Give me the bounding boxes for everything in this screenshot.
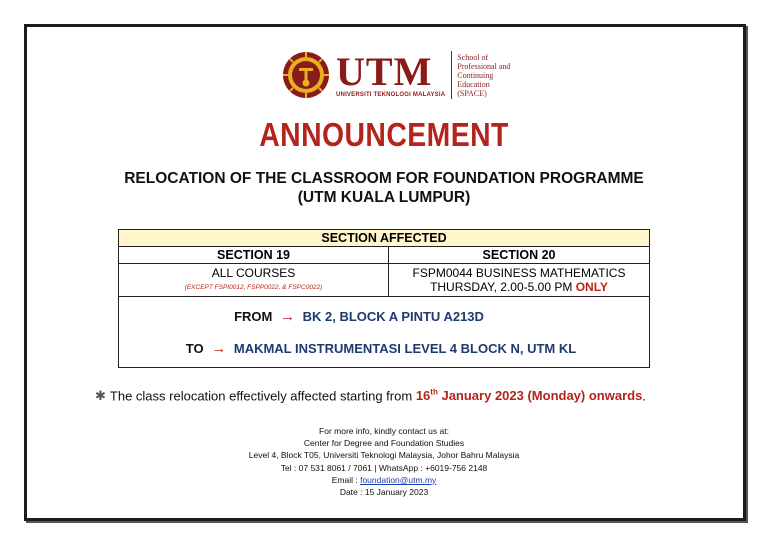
email-label: Email : — [331, 474, 358, 485]
to-location: MAKMAL INSTRUMENTASI LEVEL 4 BLOCK N, UTM KL — [233, 340, 577, 356]
contact-block — [0, 425, 768, 498]
to-label: TO — [185, 340, 204, 356]
section-row — [119, 247, 650, 264]
school-line: School of — [457, 52, 489, 62]
notice-date — [416, 388, 643, 403]
contact-center: Center for Degree and Foundation Studies — [303, 438, 465, 449]
section-19-cell: SECTION 19 — [119, 247, 389, 264]
title-line-1: RELOCATION OF THE CLASSROOM FOR FOUNDATION PROGRAMME — [124, 170, 644, 187]
title-line-2: (UTM KUALA LUMPUR) — [297, 189, 471, 206]
table-header-row — [119, 230, 650, 247]
notice-text: The class relocation effectively affected starting from — [109, 388, 413, 404]
course-time: THURSDAY, 2.00-5.00 PM — [430, 280, 573, 294]
school-line: Continuing — [457, 70, 494, 80]
except-codes: FSPI0012, FSPP0022, & FSPC0022 — [214, 283, 321, 291]
notice-day: 16 — [415, 388, 431, 404]
email-link[interactable]: foundation@utm.my — [360, 474, 437, 485]
school-line: Professional and — [457, 61, 511, 71]
except-note: (EXCEPT FSPI0012, FSPP0022, & FSPC0022) — [184, 283, 323, 291]
section-19-courses — [119, 264, 389, 297]
relocation-table — [118, 229, 650, 368]
from-location: BK 2, BLOCK A PINTU A213D — [302, 308, 484, 324]
except-label: EXCEPT — [186, 283, 213, 291]
space-school-name — [457, 53, 510, 98]
contact-date: Date : 15 January 2023 — [339, 487, 429, 498]
effective-date-notice — [95, 388, 715, 404]
school-line: (SPACE) — [457, 88, 487, 98]
utm-seal-icon — [282, 51, 330, 99]
section-affected-header: SECTION AFFECTED — [119, 230, 650, 247]
courses-row — [119, 264, 650, 297]
utm-logo — [282, 48, 510, 102]
right-arrow-icon: → — [279, 307, 295, 325]
section-20-courses — [389, 264, 650, 297]
announcement-heading: ANNOUNCEMENT — [259, 116, 509, 153]
notice-date-rest: January 2023 (Monday) onwards — [441, 388, 643, 404]
utm-subtext: UNIVERSITI TEKNOLOGI MALAYSIA — [336, 91, 446, 98]
from-label: FROM — [234, 308, 273, 324]
all-courses-label: ALL COURSES — [211, 265, 296, 280]
relocation-cell — [119, 297, 650, 368]
only-label: ONLY — [575, 280, 608, 294]
notice-end: . — [642, 388, 646, 404]
relocation-row — [119, 297, 650, 368]
from-line — [69, 308, 649, 325]
right-arrow-icon: → — [211, 339, 227, 357]
contact-intro: For more info, kindly contact us at: — [319, 426, 449, 436]
utm-wordmark: UTM — [336, 48, 433, 94]
course-name: FSPM0044 BUSINESS MATHEMATICS — [412, 266, 626, 280]
asterisk-bullet-icon: ✱ — [95, 388, 106, 404]
logo-divider — [451, 51, 452, 99]
section-20-cell: SECTION 20 — [389, 247, 650, 264]
school-line: Education — [457, 79, 490, 89]
contact-email-line — [0, 474, 768, 486]
contact-phone: Tel : 07 531 8061 / 7061 | WhatsApp : +6019-756 2148 — [280, 462, 488, 473]
notice-day-suffix: th — [430, 388, 438, 397]
contact-address: Level 4, Block T05, Universiti Teknologi Malaysia, Johor Bahru Malaysia — [248, 450, 520, 461]
to-line — [113, 340, 649, 357]
